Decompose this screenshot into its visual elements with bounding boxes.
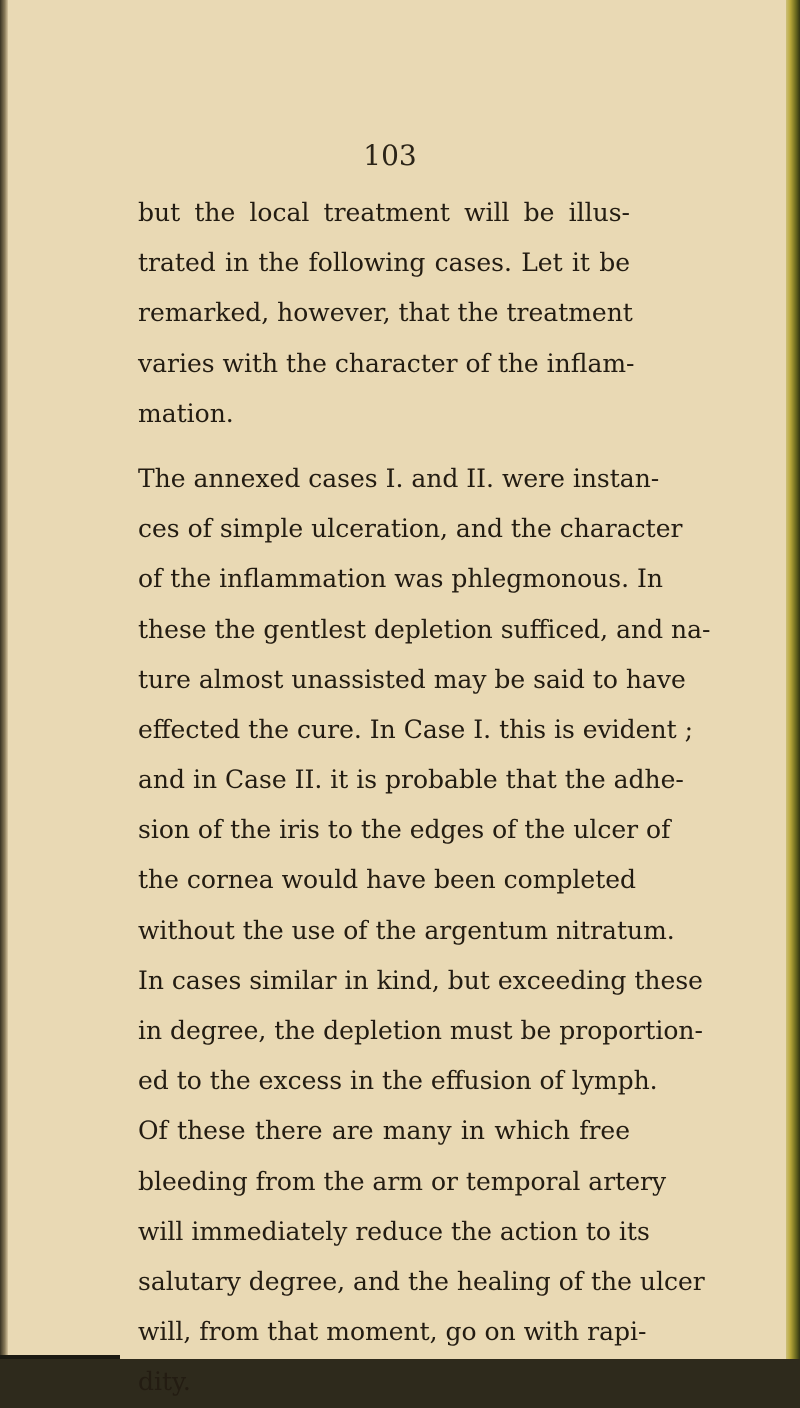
text-line: effected the cure. In Case I. this is evident ;: [138, 714, 693, 744]
paragraph-1: [138, 188, 635, 439]
text-line: in degree, the depletion must be proportion-: [138, 1016, 703, 1045]
text-line: varies with the character of the inflam-: [138, 348, 635, 378]
text-line: remarked, however, that the treatment: [138, 298, 633, 328]
text-line: bleeding from the arm or temporal artery: [138, 1166, 667, 1196]
text-line: will immediately reduce the action to its: [138, 1216, 650, 1246]
text-line: will, from that moment, go on with rapi-: [138, 1317, 647, 1347]
page-bottom-edge: [0, 1355, 120, 1359]
page-number: 103: [363, 139, 417, 172]
text-line: The annexed cases I. and II. were instan-: [138, 463, 660, 493]
text-line: and in Case II. it is probable that the adhe-: [138, 765, 684, 795]
page-right-edge: [786, 0, 800, 1359]
text-line: ture almost unassisted may be said to have: [138, 664, 686, 694]
text-line: mation.: [138, 398, 234, 428]
text-line: ed to the excess in the effusion of lymph.: [138, 1066, 658, 1096]
text-line: but the local treatment will be illus-: [138, 198, 630, 227]
page-left-edge: [0, 0, 8, 1359]
text-line: salutary degree, and the healing of the ulcer: [138, 1266, 705, 1296]
text-line: Of these there are many in which free: [138, 1116, 630, 1146]
paragraph-2: [138, 454, 711, 1408]
text-line: dity.: [138, 1367, 191, 1397]
text-line: In cases similar in kind, but exceeding these: [138, 965, 703, 995]
text-line: these the gentlest depletion sufficed, and na-: [138, 614, 711, 644]
text-line: without the use of the argentum nitratum.: [138, 915, 675, 945]
text-line: ces of simple ulceration, and the character: [138, 514, 683, 544]
text-line: the cornea would have been completed: [138, 865, 637, 895]
text-line: trated in the following cases. Let it be: [138, 248, 630, 278]
body-text: [138, 188, 711, 1408]
text-line: of the inflammation was phlegmonous. In: [138, 564, 663, 594]
text-line: sion of the iris to the edges of the ulcer of: [138, 815, 671, 845]
